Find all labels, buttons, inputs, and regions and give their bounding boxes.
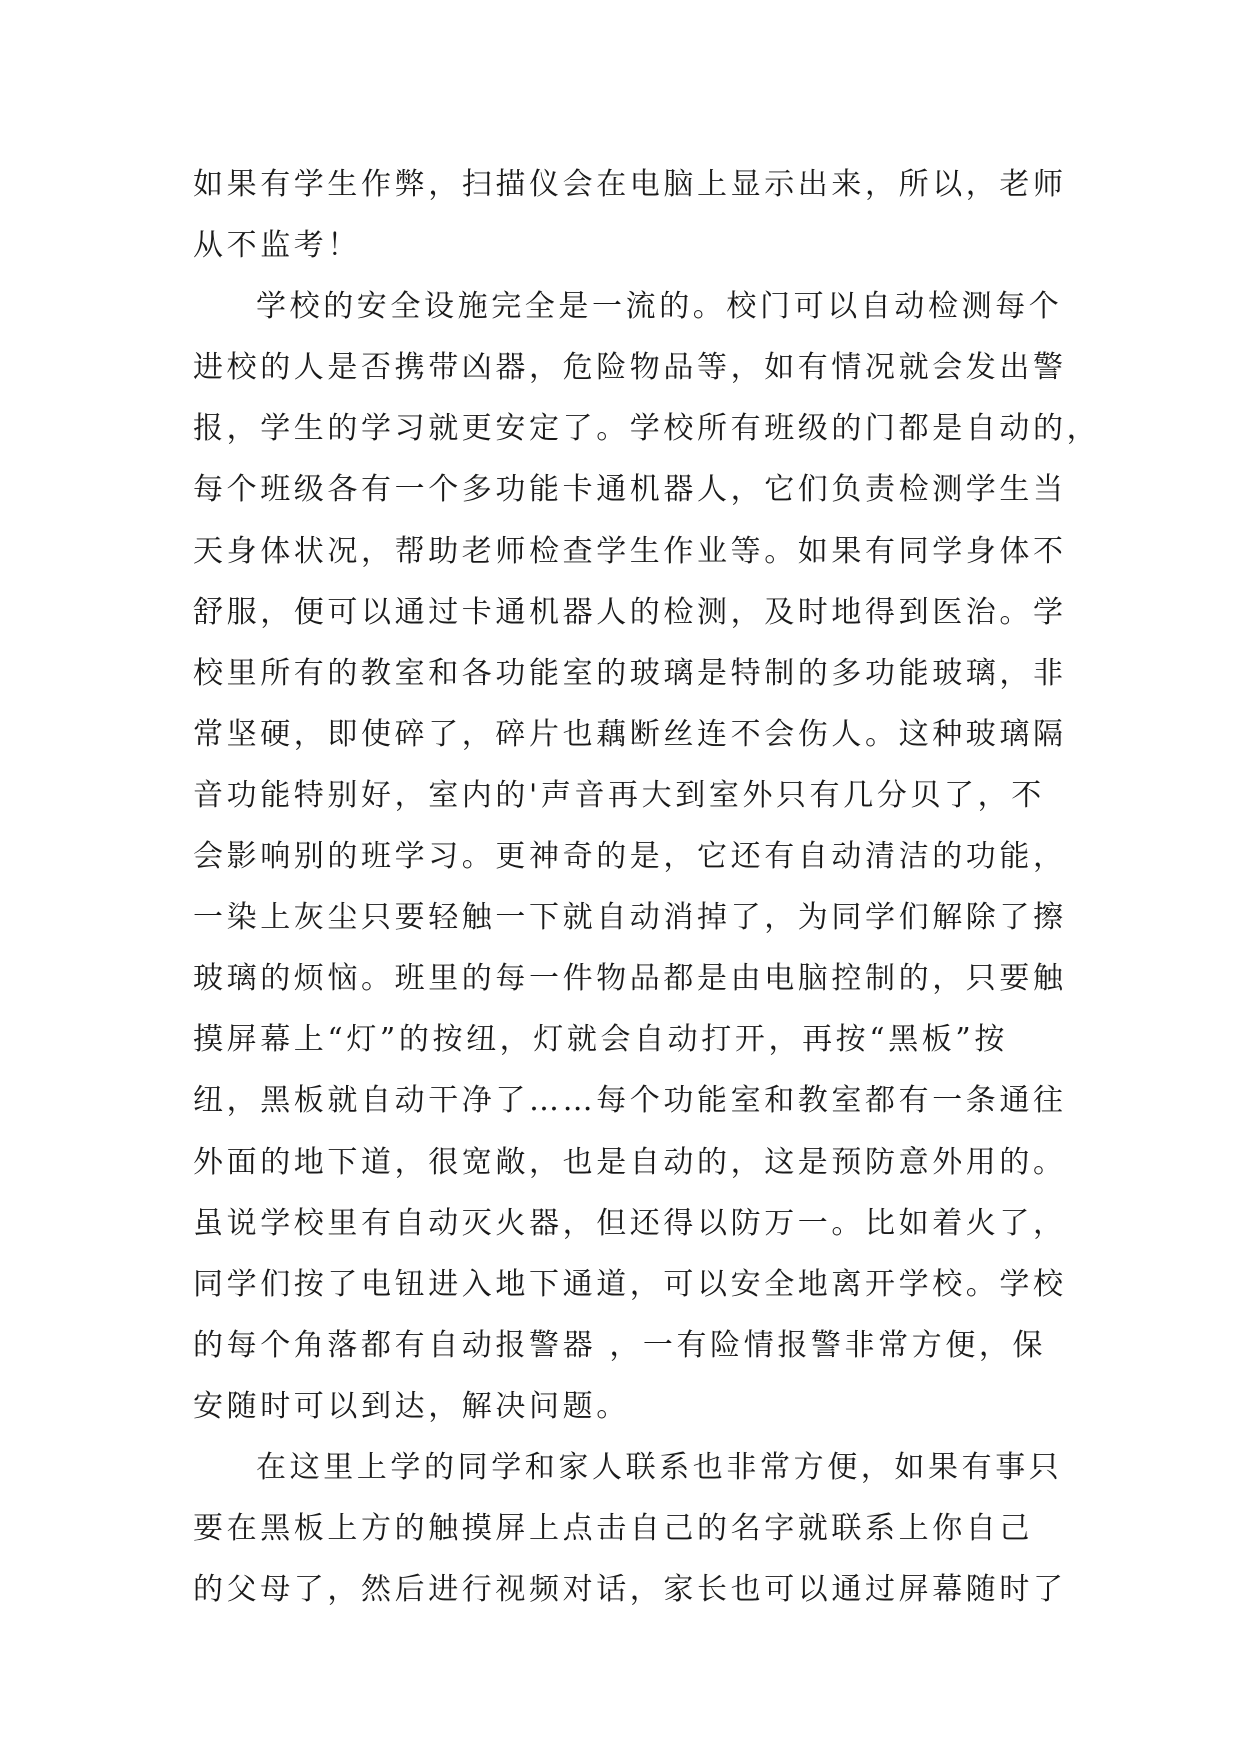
text-line: 摸屏幕上“灯”的按纽，灯就会自动打开，再按“黑板”按 [193, 1022, 1008, 1058]
text-line: 每个班级各有一个多功能卡通机器人，它们负责检测学生当 [193, 472, 1067, 508]
text-line: 安随时可以到达，解决问题。 [193, 1388, 630, 1424]
document-body [193, 154, 1101, 1620]
text-line: 的父母了，然后进行视频对话，家长也可以通过屏幕随时了 [193, 1572, 1067, 1608]
text-line: 一染上灰尘只要轻触一下就自动消掉了，为同学们解除了擦 [193, 900, 1067, 936]
text-line: 的每个角落都有自动报警器 ，一有险情报警非常方便，保 [193, 1327, 1047, 1363]
text-line: 在这里上学的同学和家人联系也非常方便，如果有事只 [256, 1449, 1063, 1485]
text-line: 虽说学校里有自动灭火器，但还得以防万一。比如着火了， [193, 1205, 1067, 1241]
text-line: 外面的地下道，很宽敞，也是自动的，这是预防意外用的。 [193, 1144, 1067, 1180]
text-line: 从不监考！ [193, 228, 361, 264]
text-line: 要在黑板上方的触摸屏上点击自己的名字就联系上你自己 [193, 1511, 1033, 1547]
text-line: 如果有学生作弊，扫描仪会在电脑上显示出来，所以，老师 [193, 167, 1067, 202]
text-line: 会影响别的班学习。更神奇的是，它还有自动清洁的功能， [193, 839, 1067, 875]
text-line: 校里所有的教室和各功能室的玻璃是特制的多功能玻璃，非 [193, 655, 1067, 691]
text-line: 舒服，便可以通过卡通机器人的检测，及时地得到医治。学 [193, 594, 1067, 630]
text-line: 天身体状况，帮助老师检查学生作业等。如果有同学身体不 [193, 533, 1067, 569]
text-line: 学校的安全设施完全是一流的。校门可以自动检测每个 [256, 289, 1063, 325]
text-line: 进校的人是否携带凶器，危险物品等，如有情况就会发出警 [193, 350, 1067, 386]
text-line: 报，学生的学习就更安定了。学校所有班级的门都是自动的， [193, 411, 1101, 447]
text-line: 同学们按了电钮进入地下通道，可以安全地离开学校。学校 [193, 1266, 1067, 1302]
text-line: 音功能特别好，室内的'声音再大到室外只有几分贝了，不 [193, 777, 1045, 813]
text-line: 纽，黑板就自动干净了……每个功能室和教室都有一条通往 [193, 1083, 1067, 1119]
text-line: 常坚硬，即使碎了，碎片也藕断丝连不会伤人。这种玻璃隔 [193, 716, 1067, 752]
text-line: 玻璃的烦恼。班里的每一件物品都是由电脑控制的，只要触 [193, 961, 1067, 997]
